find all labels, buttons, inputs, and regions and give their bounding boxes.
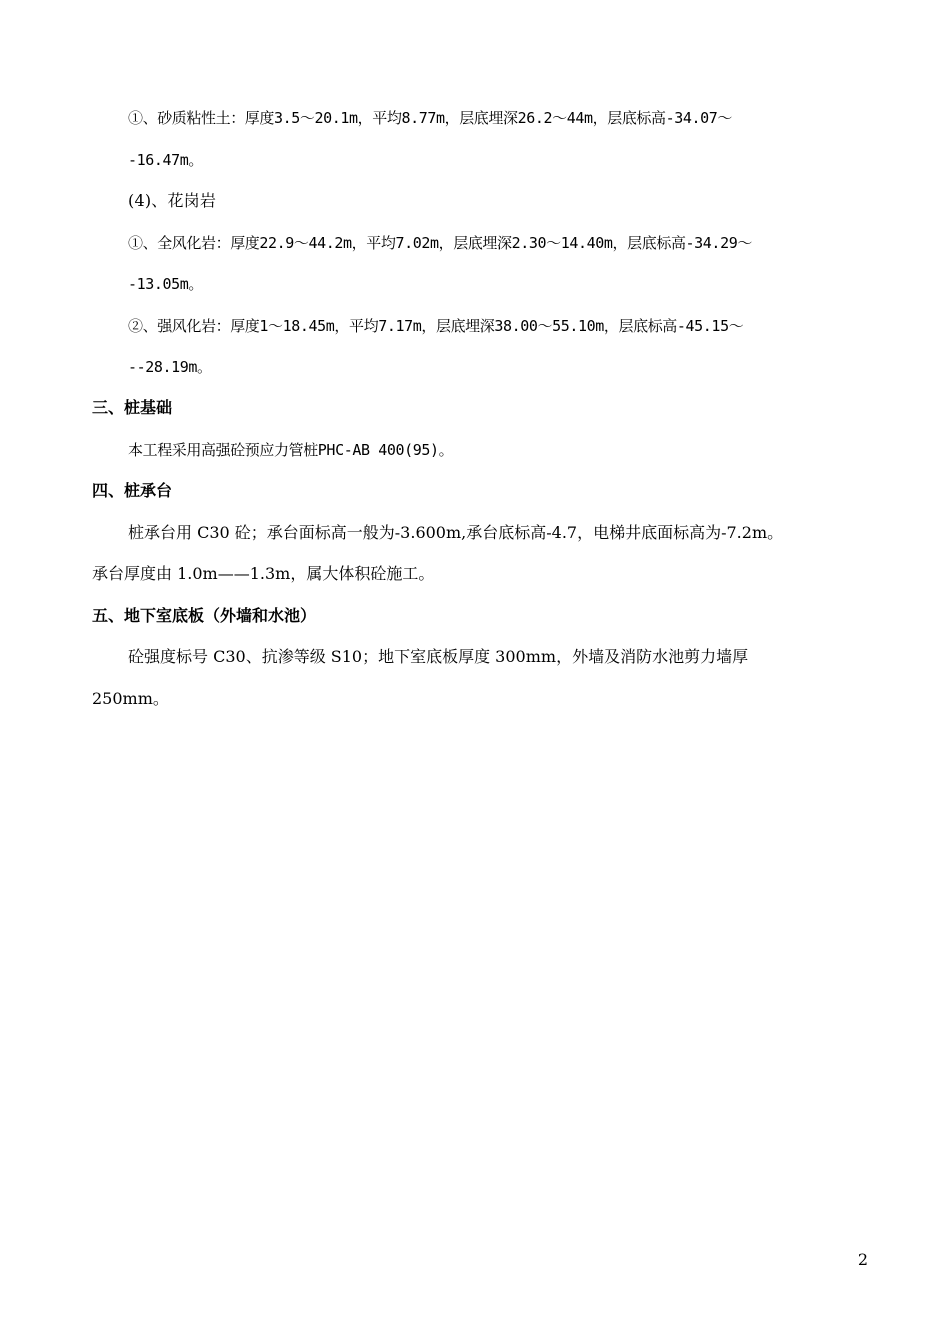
section-5-line-2: 250mm。: [92, 689, 169, 708]
granite-section-title: (4)、花岗岩: [128, 191, 217, 210]
granite-fully-weathered-line-1: ①、全风化岩：厚度22.9～44.2m，平均7.02m，层底埋深2.30～14.40m，层底标高-34.29～: [128, 234, 752, 252]
granite-strongly-weathered-line-1: ②、强风化岩：厚度1～18.45m，平均7.17m，层底埋深38.00～55.10m，层底标高-45.15～: [128, 317, 744, 335]
section-5-line-1: 砼强度标号 C30、抗渗等级 S10；地下室底板厚度 300mm，外墙及消防水池剪力墙厚: [128, 647, 749, 666]
section-4-line-1: 桩承台用 C30 砼；承台面标高一般为-3.600m,承台底标高-4.7，电梯井底面标高为-7.2m。: [128, 523, 784, 542]
section-3-text: 本工程采用高强砼预应力管桩PHC-AB 400(95)。: [128, 441, 454, 459]
page-number: 2: [857, 1250, 868, 1269]
granite-fully-weathered-line-2: -13.05m。: [128, 275, 204, 293]
section-4-line-2: 承台厚度由 1.0m——1.3m，属大体积砼施工。: [92, 564, 435, 583]
section-4-heading: 四、桩承台: [92, 481, 173, 500]
granite-strongly-weathered-line-2: --28.19m。: [128, 358, 212, 376]
section-3-heading: 三、桩基础: [92, 398, 173, 417]
soil-sandy-clay-line-2: -16.47m。: [128, 151, 204, 169]
section-5-heading: 五、地下室底板（外墙和水池）: [92, 606, 317, 625]
soil-sandy-clay-line-1: ①、砂质粘性土：厚度3.5～20.1m，平均8.77m，层底埋深26.2～44m，层底标高-34.07～: [128, 109, 733, 127]
